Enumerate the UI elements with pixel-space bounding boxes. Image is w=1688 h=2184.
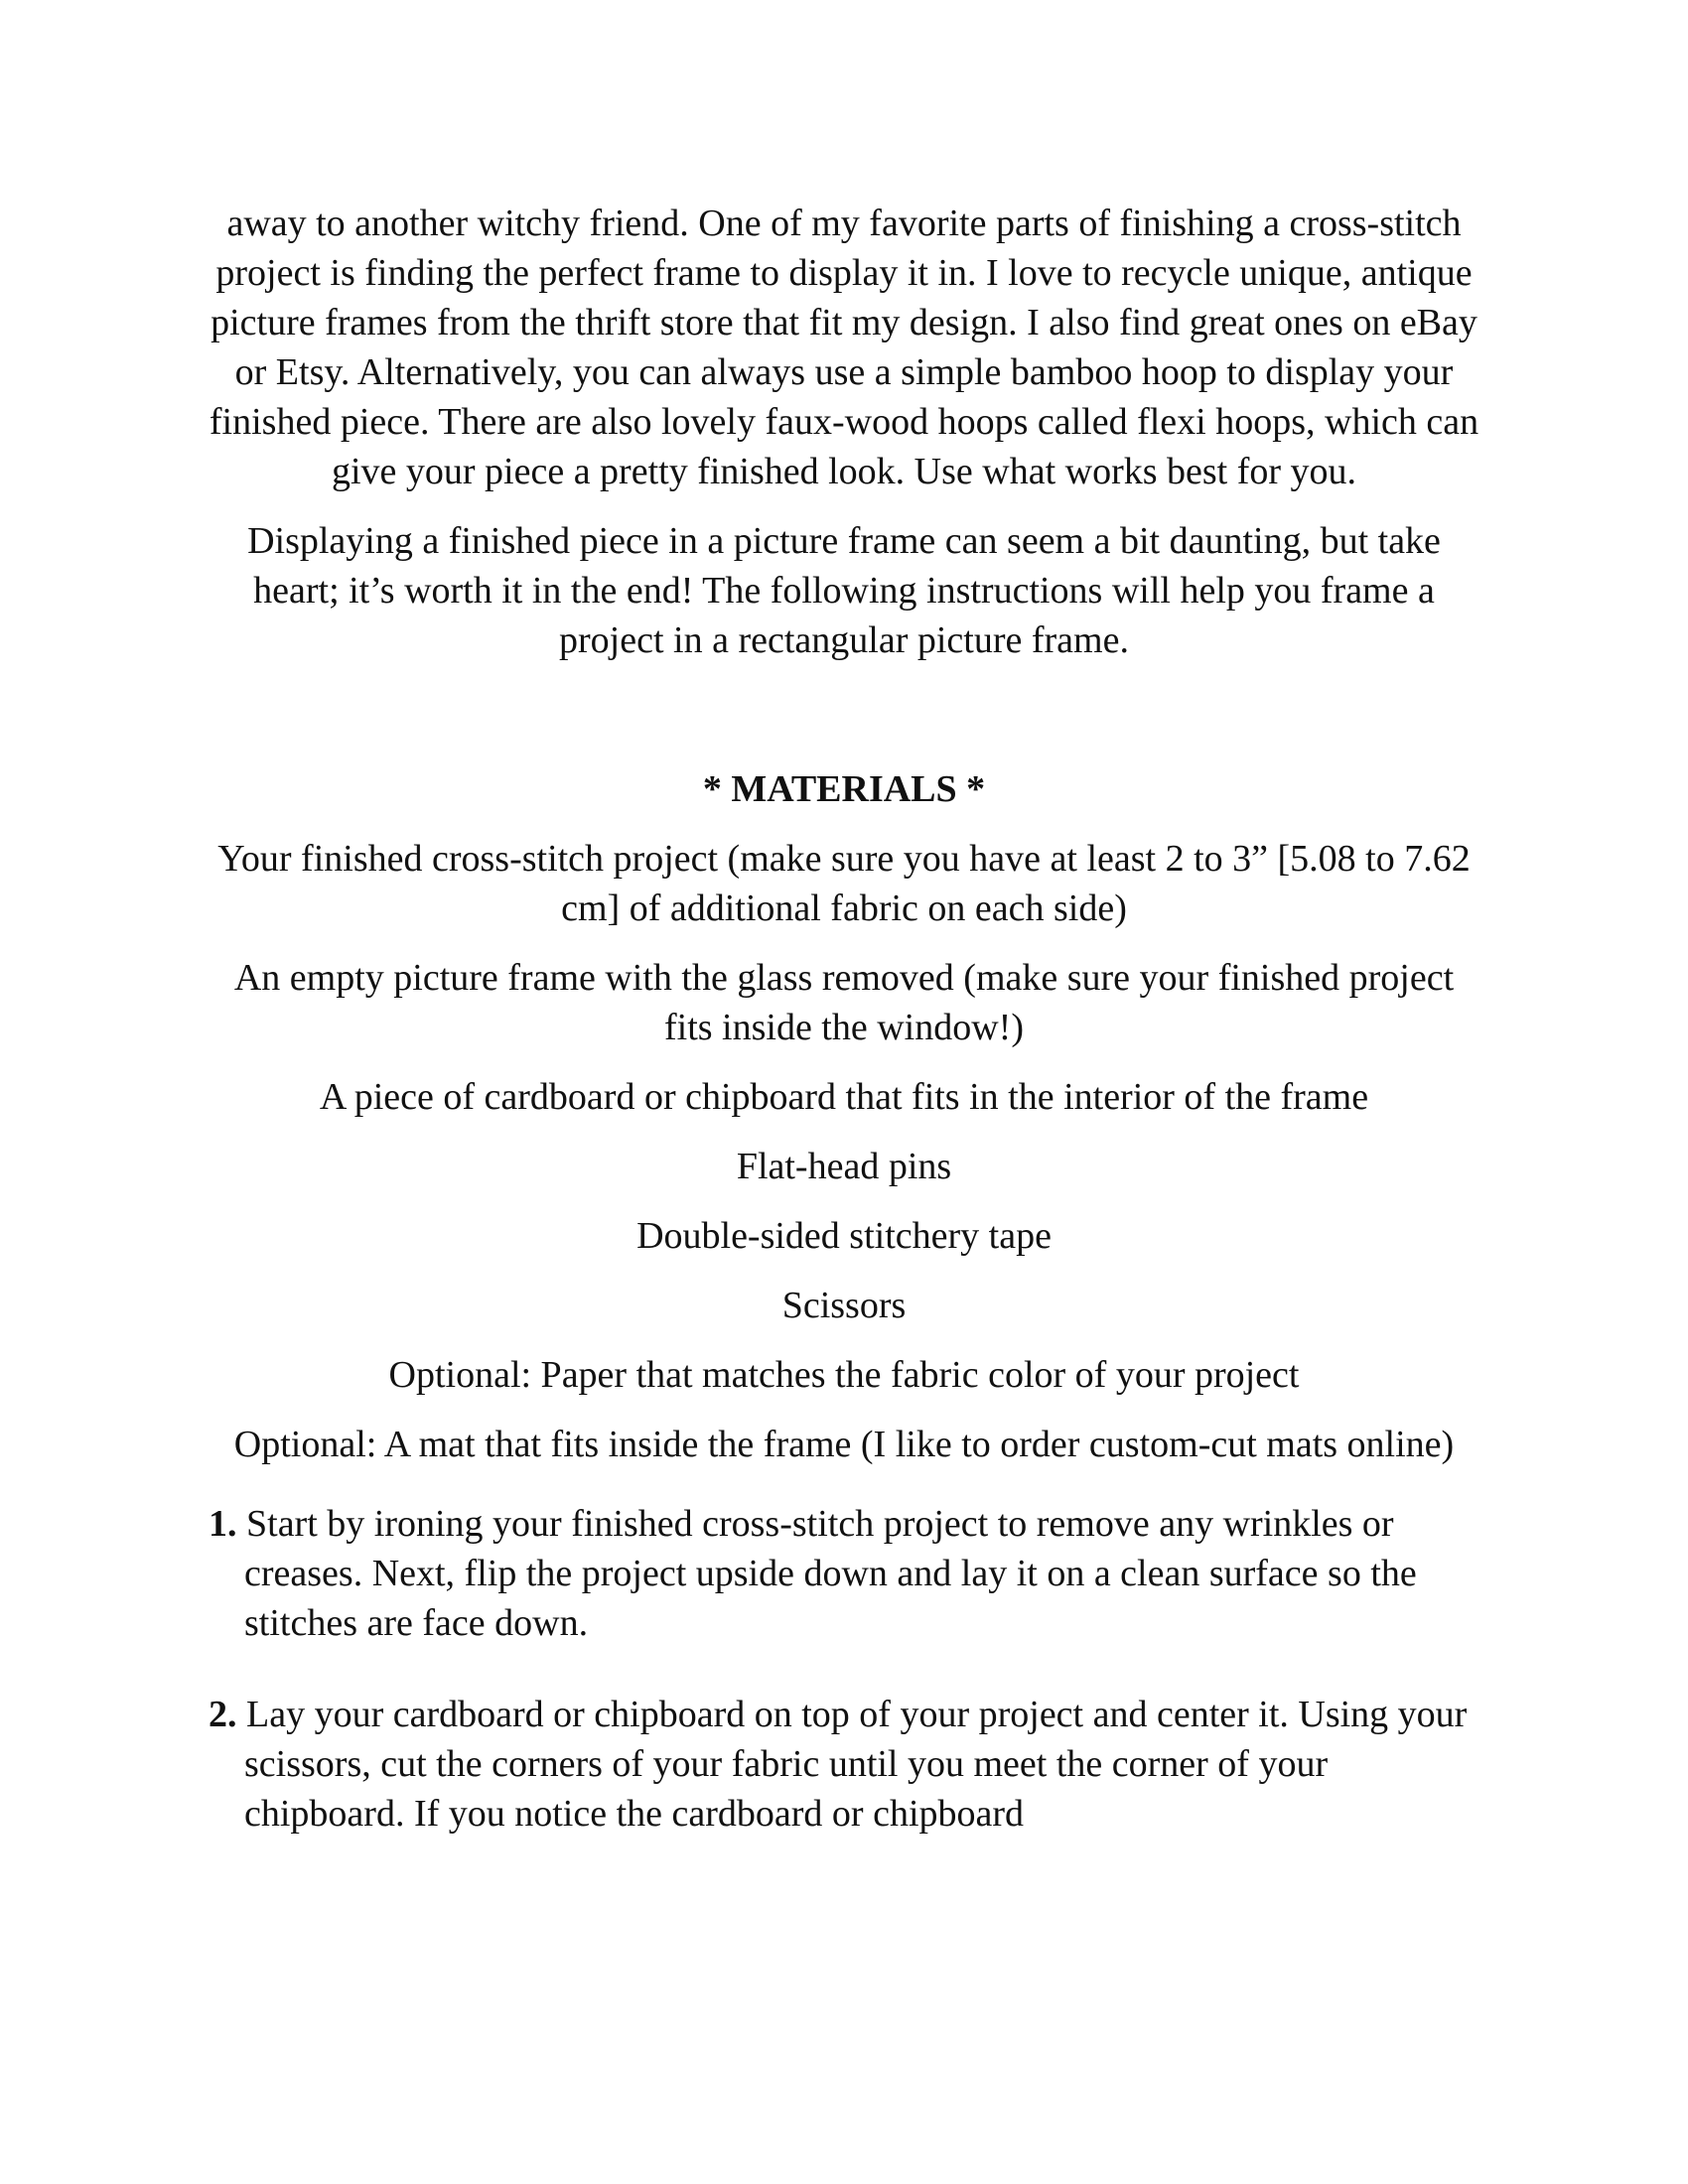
step-text: Start by ironing your finished cross-stitch project to remove any wrinkles or creases. Next, flip the project upside down and lay it on a clean surface so the stitches are face down. — [244, 1503, 1417, 1644]
step-text: Lay your cardboard or chipboard on top of your project and center it. Using your scissors, cut the corners of your fabric until you meet the corner of your chipboard. If you notice the cardboard or chipboard — [244, 1694, 1468, 1835]
step-number: 1. — [209, 1503, 237, 1545]
intro-paragraph-2: Displaying a finished piece in a picture frame can seem a bit daunting, but take heart; it’s worth it in the end! The following instructions will help you frame a project in a rectangular picture frame. — [247, 520, 1441, 661]
materials-item: Optional: A mat that fits inside the frame (I like to order custom-cut mats online) — [233, 1424, 1455, 1465]
step-1 — [209, 1499, 1479, 1648]
materials-item: Scissors — [781, 1285, 907, 1326]
step-number: 2. — [209, 1694, 237, 1735]
materials-item: Your finished cross-stitch project (make sure you have at least 2 to 3” [5.08 to 7.62 cm] of additional fabric on each side) — [217, 838, 1471, 929]
materials-item: Double-sided stitchery tape — [636, 1215, 1052, 1257]
materials-item: A piece of cardboard or chipboard that fits in the interior of the frame — [319, 1076, 1369, 1118]
step-2 — [209, 1690, 1479, 1839]
materials-list — [209, 834, 1479, 1469]
intro-paragraph-1: away to another witchy friend. One of my favorite parts of finishing a cross-stitch project is finding the perfect frame to display it in. I love to recycle unique, antique picture frames from the thrift store that fit my design. I also find great ones on eBay or Etsy. Alternatively, you can always use a simple bamboo hoop to display your finished piece. There are also lovely faux-wood hoops called flexi hoops, which can give your piece a pretty finished look. Use what works best for you. — [209, 203, 1479, 492]
instruction-steps — [209, 1499, 1479, 1839]
document-page — [209, 199, 1479, 1880]
materials-item: Flat-head pins — [736, 1146, 952, 1187]
materials-heading: * MATERIALS * — [702, 768, 986, 810]
materials-item: Optional: Paper that matches the fabric color of your project — [388, 1354, 1300, 1396]
materials-item: An empty picture frame with the glass removed (make sure your finished project fits inside the window!) — [233, 957, 1455, 1048]
